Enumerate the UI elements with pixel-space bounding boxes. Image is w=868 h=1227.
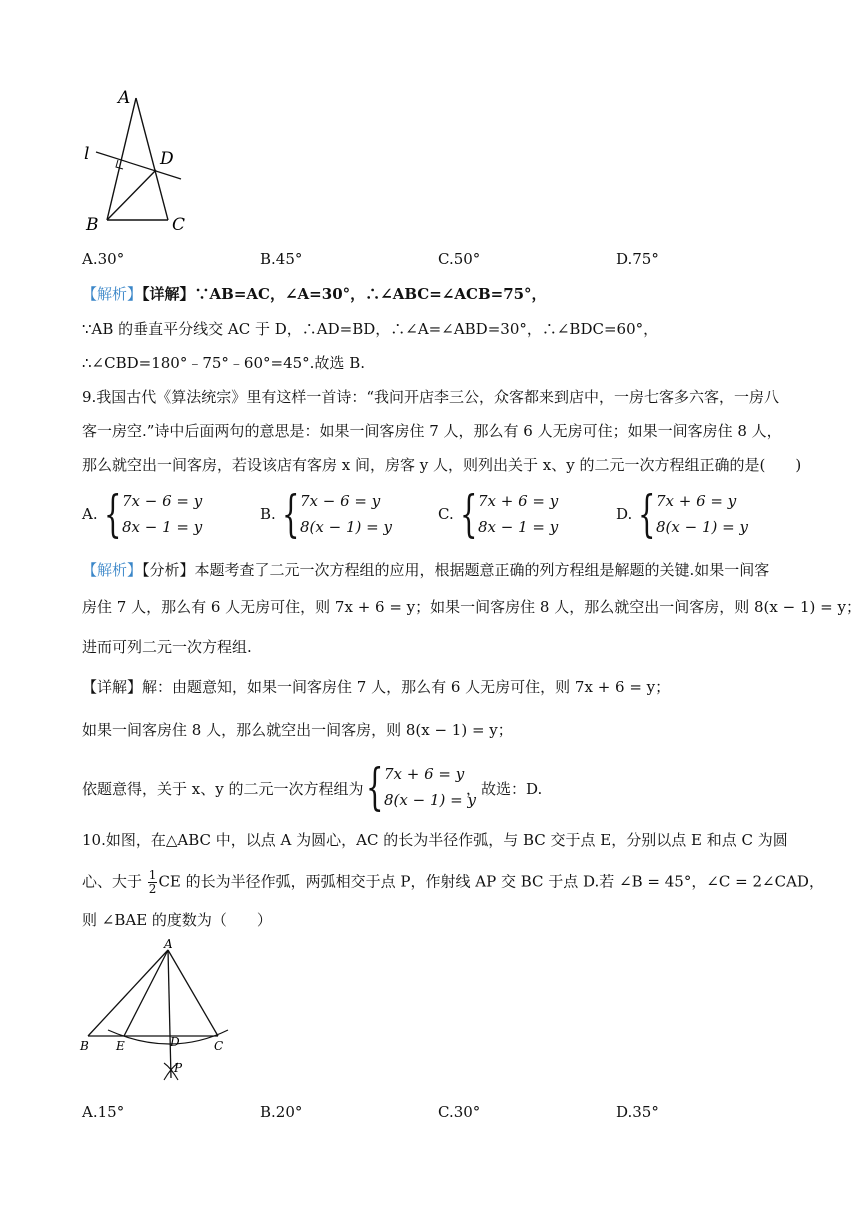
q8-option-a: A.30° <box>82 250 125 268</box>
label-c: C <box>172 215 186 235</box>
q9-solution-line-2: 房住 7 人，那么有 6 人无房可住，则 7x + 6 = y；如果一间客房住 8 人，那么就空出一间客房，则 8(x − 1) = y； <box>82 598 861 616</box>
q10-option-c: C.30° <box>438 1103 481 1121</box>
q8-solution-line-3: ∴∠CBD=180°﹣75°﹣60°=45°.故选 B. <box>82 354 365 372</box>
q8-option-c: C.50° <box>438 250 481 268</box>
label-d: D <box>160 149 174 169</box>
q9-solution-line-6-end: ，故选：D. <box>466 780 543 798</box>
q8-solution-line-2: ∵AB 的垂直平分线交 AC 于 D，∴AD=BD，∴∠A=∠ABD=30°，∴∠BDC=60°， <box>82 320 659 338</box>
q9-solution-line-1: 【解析】【分析】本题考查了二元一次方程组的应用，根据题意正确的列方程组是解题的关键.如果一间客 <box>82 561 770 579</box>
fig2-label-p: P <box>174 1061 183 1075</box>
q9-solution-line-4: 【详解】解：由题意知，如果一间客房住 7 人，那么有 6 人无房可住，则 7x + 6 = y； <box>82 678 671 696</box>
fig2-label-e: E <box>116 1039 125 1053</box>
q10-text-line-2: 心、大于 $\frac{1}{2}$ CE 的长为半径作弧，两弧相交于点 P，作射线 AP 交 BC 于点 D.若 ∠B = 45°，∠C = 2∠CAD， <box>82 868 824 896</box>
triangle-figure-1 <box>80 86 210 236</box>
q9-solution-line-3: 进而可列二元一次方程组. <box>82 638 252 656</box>
fig2-label-d: D <box>170 1035 180 1049</box>
q10-option-a: A.15° <box>82 1103 125 1121</box>
q10-option-d: D.35° <box>616 1103 659 1121</box>
q10-text-line-1: 10.如图，在△ABC 中，以点 A 为圆心，AC 的长为半径作弧，与 BC 交于点 E，分别以点 E 和点 C 为圆 <box>82 831 788 849</box>
q8-solution-line-1: 【解析】【详解】∵AB=AC，∠A=30°，∴∠ABC=∠ACB=75°， <box>82 285 547 303</box>
q8-option-b: B.45° <box>260 250 303 268</box>
fig2-label-a: A <box>164 938 173 951</box>
q9-solution-line-6: 依题意得，关于 x、y 的二元一次方程组为 <box>82 780 364 798</box>
fig2-label-b: B <box>80 1039 89 1053</box>
q9-text-line-3: 那么就空出一间客房，若设该店有客房 x 间，房客 y 人，则列出关于 x、y 的二元一次方程组正确的是( ) <box>82 456 802 474</box>
label-b: B <box>86 215 99 235</box>
q9-text-line-1: 9.我国古代《算法统宗》里有这样一首诗：“我问开店李三公，众客都来到店中，一房七客多六客，一房八 <box>82 388 779 406</box>
label-a: A <box>118 88 131 108</box>
q9-text-line-2: 客一房空.”诗中后面两句的意思是：如果一间客房住 7 人，那么有 6 人无房可住；如果一间客房住 8 人， <box>82 422 782 440</box>
q9-solution-line-5: 如果一间客房住 8 人，那么就空出一间客房，则 8(x − 1) = y； <box>82 721 513 739</box>
q10-option-b: B.20° <box>260 1103 303 1121</box>
q8-option-d: D.75° <box>616 250 659 268</box>
label-l: l <box>84 144 90 164</box>
q10-text-line-3: 则 ∠BAE 的度数为（ ） <box>82 911 272 929</box>
triangle-figure-2 <box>76 938 236 1090</box>
fig2-label-c: C <box>214 1039 224 1053</box>
